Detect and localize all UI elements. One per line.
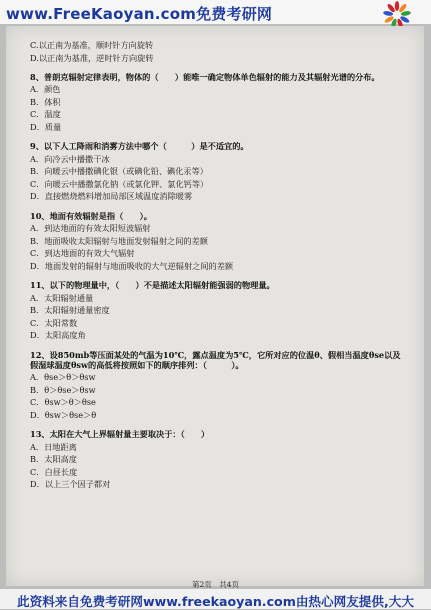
question-list bbox=[30, 40, 402, 492]
option-a: A．日地距离 bbox=[30, 441, 77, 452]
question-10 bbox=[30, 211, 402, 271]
option-b: B．太阳辐射通量密度 bbox=[30, 305, 110, 316]
option-b: B．体积 bbox=[30, 96, 61, 107]
site-header bbox=[0, 0, 431, 24]
source-banner bbox=[0, 589, 431, 609]
question-11 bbox=[30, 280, 402, 340]
option-d: D．质量 bbox=[30, 121, 62, 132]
option-line: D.以正南为基准，逆时针方向旋转 bbox=[30, 52, 154, 63]
option-d: D．θsw＞θse＞θ bbox=[30, 409, 97, 420]
question-12 bbox=[30, 350, 402, 421]
question-stem: 12、设850mb等压面某处的气温为10℃，露点温度为5℃，它所对应的位温θ、假相当温度θse以及假湿球温度θsw的高低将按照如下的顺序排列：（ ）。 bbox=[30, 349, 401, 370]
option-line: C.以正南为基准，顺时针方向旋转 bbox=[30, 40, 154, 50]
source-banner-text[interactable]: 此资料来自免费考研网www.freekaoyan.com由热心网友提供,大大 bbox=[17, 594, 414, 609]
option-b: B．地面吸收太阳辐射与地面发射辐射之间的差额 bbox=[30, 235, 208, 246]
site-title[interactable]: www.FreeKaoyan.com免费考研网 bbox=[6, 5, 273, 23]
option-d: D．太阳高度角 bbox=[30, 330, 86, 341]
option-a: A．太阳辐射通量 bbox=[30, 292, 94, 303]
question-8 bbox=[30, 72, 402, 132]
question-7-continued bbox=[30, 40, 402, 63]
option-a: A．θse＞θ＞θsw bbox=[30, 372, 96, 383]
option-d: D．直接燃烧燃料增加局部区域温度消除暖雾 bbox=[30, 191, 193, 202]
question-stem: 9、以下人工降雨和消雾方法中哪个（ ）是不适宜的。 bbox=[30, 141, 249, 152]
option-a: A．到达地面的有效太阳短波辐射 bbox=[30, 223, 151, 234]
option-a: A．向冷云中播撒干冰 bbox=[30, 153, 110, 164]
option-b: B．θ＞θse＞θsw bbox=[30, 384, 96, 395]
option-b: B．太阳高度 bbox=[30, 454, 77, 465]
option-a: A．颜色 bbox=[30, 84, 61, 95]
question-stem: 11、以下的物理量中，（ ）不是描述太阳辐射能强弱的物理量。 bbox=[30, 280, 275, 291]
option-b: B．向暖云中播撒碘化银（或碘化铅、碘化汞等） bbox=[30, 166, 208, 177]
question-9 bbox=[30, 141, 402, 201]
option-d: D．以上三个因子都对 bbox=[30, 479, 111, 490]
question-13 bbox=[30, 429, 402, 489]
option-d: D．地面发射的辐射与地面吸收的大气逆辐射之间的差额 bbox=[30, 260, 234, 271]
option-c: C．白昼长度 bbox=[30, 466, 78, 477]
question-stem: 10、地面有效辐射是指（ ）。 bbox=[30, 210, 152, 221]
page-number: 第2页 共4页 bbox=[191, 580, 240, 589]
option-c: C．向暖云中播撒氯化钠（或氯化钾、氯化钙等） bbox=[30, 178, 209, 189]
option-c: C．太阳常数 bbox=[30, 317, 78, 328]
option-c: C．θsw＞θ＞θse bbox=[30, 397, 96, 408]
question-stem: 8、普朗克辐射定律表明，物体的（ ）能唯一确定物体单色辐射的能力及其辐射光谱的分布。 bbox=[30, 71, 380, 82]
option-c: C．到达地面的有效大气辐射 bbox=[30, 248, 135, 259]
option-c: C．温度 bbox=[30, 109, 61, 120]
question-stem: 13、太阳在大气上界辐射量主要取决于：（ ） bbox=[30, 429, 210, 440]
